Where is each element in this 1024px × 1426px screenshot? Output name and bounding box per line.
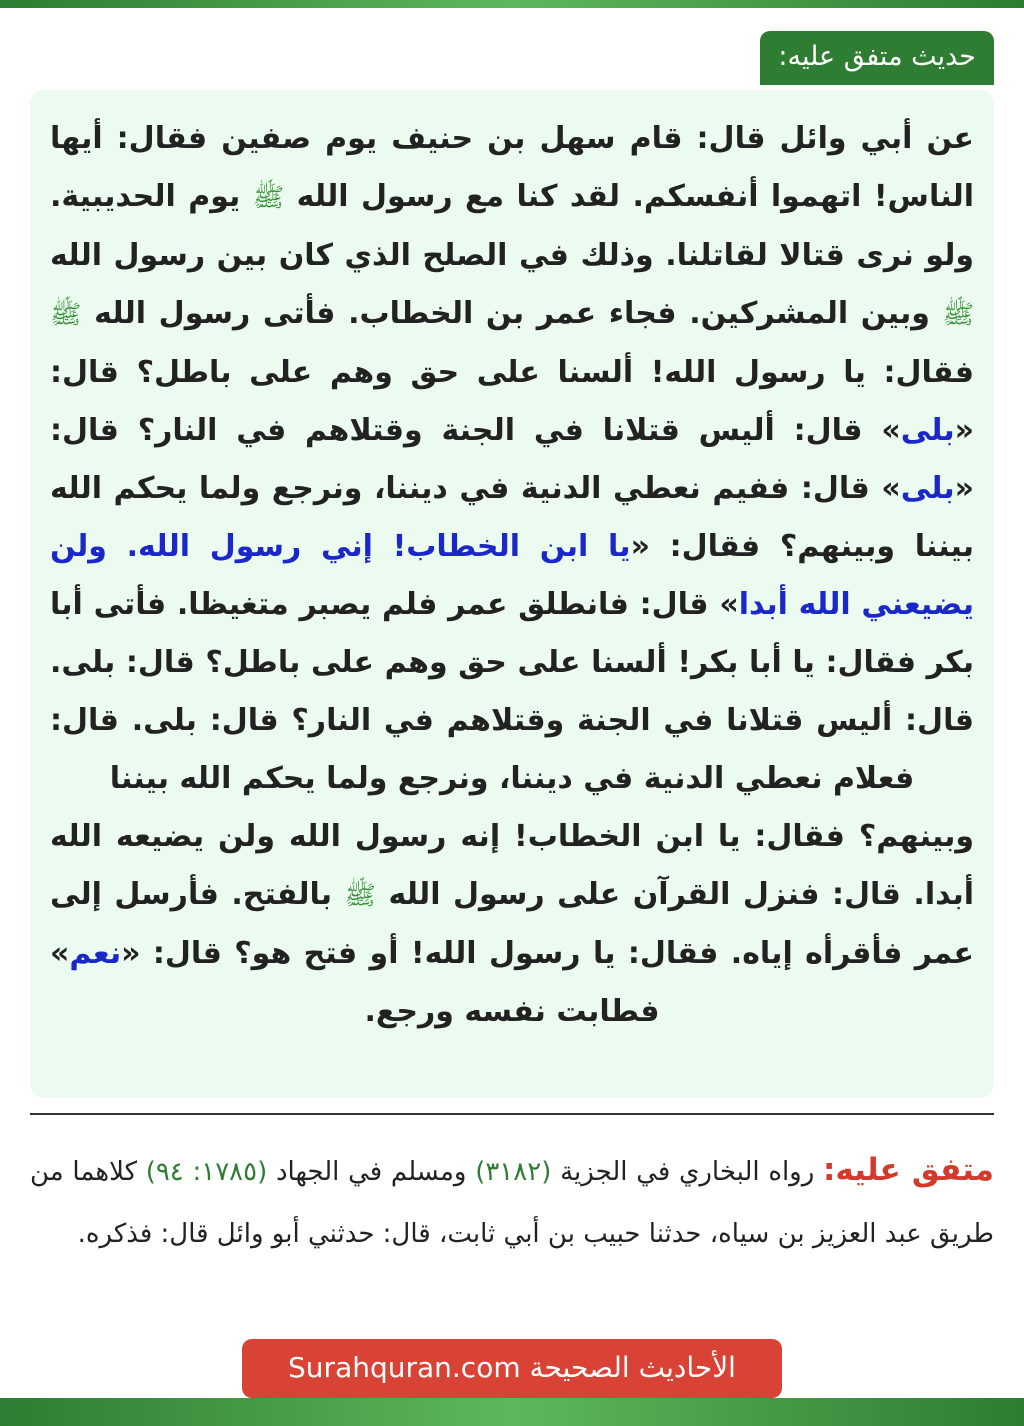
prophet-quote-1: بلى	[900, 413, 955, 448]
source-title: متفق عليه:	[822, 1152, 994, 1188]
prophet-quote-4: نعم	[69, 936, 122, 971]
bottom-accent-bar	[0, 1398, 1024, 1426]
section-divider	[30, 1113, 994, 1115]
hadith-part-8: وبينهم؟ فقال: يا ابن الخطاب! إنه رسول الله ولن يضيعه الله أبدا. قال: فنزل القرآن على رسول الله	[50, 819, 974, 912]
pbuh-icon: ﷺ	[942, 300, 974, 330]
hadith-part-9: بالفتح. فأرسل إلى عمر فأقرأه إياه. فقال: يا رسول الله! أو فتح هو؟ قال: «	[50, 877, 974, 971]
hadith-part-7: » قال: فانطلق عمر فلم يصبر متغيظا. فأتى أبا بكر فقال: يا أبا بكر! ألسنا على حق وهم على باطل؟ قال: بلى. قال: أليس قتلانا في الجنة وقتلاهم في النار؟ قال: بلى. قال: فعلام نعطي الدنية في ديننا، ونرجع ولما يحكم الله بيننا	[50, 587, 974, 796]
source-note	[30, 1139, 994, 1265]
pbuh-icon: ﷺ	[344, 881, 376, 911]
bukhari-number: (٣١٨٢)	[475, 1157, 552, 1187]
top-accent-bar	[0, 0, 1024, 8]
hadith-type-label: حديث متفق عليه:	[760, 31, 994, 85]
prophet-quote-3: يا ابن الخطاب! إني رسول الله. ولن يضيعني الله أبدا	[50, 529, 974, 622]
hadith-text	[50, 110, 974, 1041]
pbuh-icon: ﷺ	[50, 300, 82, 330]
hadith-part-2: يوم الحديبية. ولو نرى قتالا لقاتلنا. وذلك في الصلح الذي كان بين رسول الله	[50, 179, 974, 273]
muslim-number: (١٧٨٥: ٩٤)	[145, 1157, 268, 1187]
hadith-part-10: » فطابت نفسه ورجع.	[50, 936, 660, 1029]
site-badge[interactable]: الأحاديث الصحيحة Surahquran.com	[242, 1339, 782, 1398]
hadith-part-3: وبين المشركين. فجاء عمر بن الخطاب. فأتى رسول الله	[94, 296, 930, 331]
hadith-part-4: فقال: يا رسول الله! ألسنا على حق وهم على باطل؟ قال: «	[50, 355, 974, 448]
source-text-1: رواه البخاري في الجزية	[560, 1157, 815, 1187]
hadith-part-6: » قال: ففيم نعطي الدنية في ديننا، ونرجع ولما يحكم الله بيننا وبينهم؟ فقال: «	[50, 471, 974, 564]
hadith-card	[30, 90, 994, 1098]
source-text-3: كلاهما من طريق عبد العزيز بن سياه، حدثنا حبيب بن أبي ثابت، قال: حدثني أبو وائل قال: فذكره.	[30, 1157, 994, 1249]
hadith-part-5: » قال: أليس قتلانا في الجنة وقتلاهم في النار؟ قال: «	[50, 413, 974, 506]
pbuh-icon: ﷺ	[252, 183, 285, 213]
prophet-quote-2: بلى	[900, 471, 955, 506]
hadith-part-1: عن أبي وائل قال: قام سهل بن حنيف يوم صفين فقال: أيها الناس! اتهموا أنفسكم. لقد كنا مع رسول الله	[50, 121, 975, 214]
source-text-2: ومسلم في الجهاد	[275, 1157, 467, 1187]
